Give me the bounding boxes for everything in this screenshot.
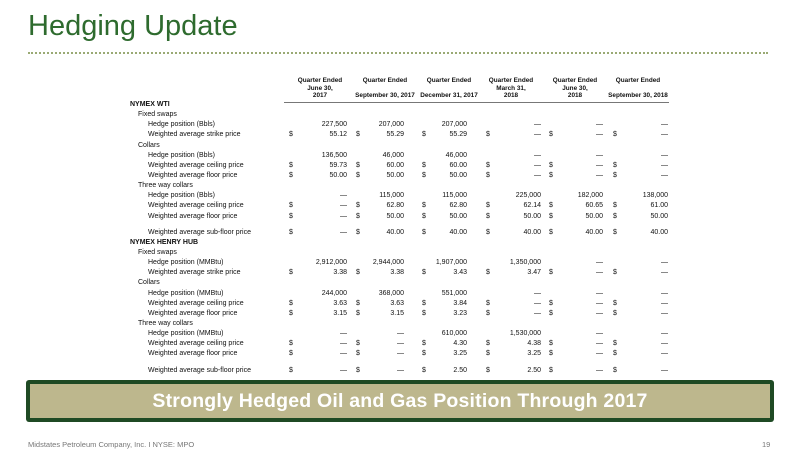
table-cell: 40.00	[585, 228, 603, 236]
table-row	[128, 258, 688, 268]
table-cell: —	[534, 289, 541, 297]
column-header-line: 2018	[567, 92, 583, 100]
slide-title: Hedging Update	[28, 10, 238, 42]
table-row	[128, 171, 688, 181]
dollar-sign: $	[356, 161, 360, 169]
dollar-sign: $	[613, 131, 617, 139]
dollar-sign: $	[486, 269, 490, 277]
row-label: Hedge position (Bbls)	[148, 192, 215, 200]
table-cell: 50.00	[650, 212, 668, 220]
table-cell: —	[340, 202, 347, 210]
table-cell: 368,000	[378, 289, 404, 297]
row-label: Hedge position (MMBtu)	[148, 330, 224, 338]
dollar-sign: $	[613, 299, 617, 307]
table-cell: —	[596, 259, 603, 267]
dollar-sign: $	[486, 171, 490, 179]
dollar-sign: $	[356, 171, 360, 179]
dollar-sign: $	[613, 212, 617, 220]
summary-banner	[26, 380, 774, 422]
table-cell: —	[340, 340, 347, 348]
row-label: Hedge position (Bbls)	[148, 121, 215, 129]
dollar-sign: $	[289, 269, 293, 277]
table-cell: 50.00	[329, 171, 347, 179]
table-cell: —	[534, 161, 541, 169]
table-cell: 138,000	[642, 192, 668, 200]
column-header-line: June 30,	[307, 84, 333, 92]
dollar-sign: $	[422, 212, 426, 220]
table-cell: —	[596, 330, 603, 338]
table-cell: —	[661, 131, 668, 139]
table-row	[128, 289, 688, 299]
dollar-sign: $	[486, 309, 490, 317]
dollar-sign: $	[356, 212, 360, 220]
table-cell: 50.00	[386, 171, 404, 179]
dollar-sign: $	[422, 366, 426, 374]
table-row	[128, 181, 688, 191]
column-header-line: June 30,	[562, 84, 588, 92]
table-row	[128, 329, 688, 339]
table-cell: —	[661, 259, 668, 267]
table-cell: 227,500	[321, 121, 347, 129]
dollar-sign: $	[356, 269, 360, 277]
dollar-sign: $	[289, 131, 293, 139]
table-cell: 225,000	[515, 192, 541, 200]
row-label: Weighted average strike price	[148, 131, 241, 139]
column-header-line: September 30, 2017	[355, 92, 415, 100]
dollar-sign: $	[486, 299, 490, 307]
table-row	[128, 238, 688, 248]
table-cell: —	[340, 212, 347, 220]
table-cell: 3.47	[527, 269, 541, 277]
row-label: Weighted average ceiling price	[148, 161, 244, 169]
table-cell: —	[596, 121, 603, 129]
column-header-line: Quarter Ended	[362, 77, 408, 84]
table-row	[128, 299, 688, 309]
dollar-sign: $	[356, 131, 360, 139]
table-cell: —	[397, 330, 404, 338]
dollar-sign: $	[422, 299, 426, 307]
table-cell: 50.00	[585, 212, 603, 220]
table-cell: —	[596, 171, 603, 179]
dollar-sign: $	[486, 212, 490, 220]
column-header-line: Quarter Ended	[488, 77, 534, 84]
dollar-sign: $	[289, 350, 293, 358]
table-cell: —	[534, 151, 541, 159]
dollar-sign: $	[549, 269, 553, 277]
row-label: Weighted average ceiling price	[148, 202, 244, 210]
table-cell: 1,530,000	[509, 330, 541, 338]
title-divider	[28, 52, 768, 54]
table-cell: 50.00	[449, 171, 467, 179]
table-row	[128, 309, 688, 319]
table-cell: 61.00	[650, 202, 668, 210]
dollar-sign: $	[356, 202, 360, 210]
table-row	[128, 151, 688, 161]
table-cell: 62.14	[523, 202, 541, 210]
row-label: Three way collars	[138, 319, 193, 327]
table-row	[128, 141, 688, 151]
table-cell: —	[534, 309, 541, 317]
page-number: 19	[762, 440, 771, 449]
table-cell: 55.29	[449, 131, 467, 139]
table-cell: 115,000	[442, 192, 467, 200]
dollar-sign: $	[613, 202, 617, 210]
dollar-sign: $	[549, 171, 553, 179]
dollar-sign: $	[356, 309, 360, 317]
table-cell: 1,907,000	[435, 259, 467, 267]
dollar-sign: $	[422, 161, 426, 169]
table-cell: 3.84	[453, 299, 467, 307]
table-row	[128, 366, 688, 376]
dollar-sign: $	[289, 366, 293, 374]
row-label: Weighted average strike price	[148, 269, 241, 277]
dollar-sign: $	[486, 228, 490, 236]
hedging-table	[128, 100, 688, 376]
dollar-sign: $	[486, 366, 490, 374]
dollar-sign: $	[422, 309, 426, 317]
table-cell: 50.00	[449, 212, 467, 220]
table-cell: —	[596, 340, 603, 348]
table-cell: 55.29	[386, 131, 404, 139]
table-cell: —	[397, 340, 404, 348]
dollar-sign: $	[289, 212, 293, 220]
table-row	[128, 349, 688, 359]
dollar-sign: $	[289, 228, 293, 236]
table-cell: 3.38	[333, 269, 347, 277]
table-cell: —	[596, 350, 603, 358]
table-cell: 2.50	[453, 366, 467, 374]
table-cell: 55.12	[329, 131, 347, 139]
table-cell: 244,000	[321, 289, 347, 297]
table-cell: —	[340, 228, 347, 236]
table-cell: —	[661, 121, 668, 129]
row-label: Weighted average floor price	[148, 171, 238, 179]
table-row	[128, 319, 688, 329]
table-cell: —	[534, 299, 541, 307]
row-label: Weighted average sub-floor price	[148, 366, 251, 374]
dollar-sign: $	[613, 340, 617, 348]
row-label: Hedge position (Bbls)	[148, 151, 215, 159]
table-cell: 4.38	[527, 340, 541, 348]
table-cell: —	[534, 121, 541, 129]
table-cell: —	[340, 366, 347, 374]
table-cell: —	[397, 366, 404, 374]
dollar-sign: $	[549, 228, 553, 236]
dollar-sign: $	[422, 171, 426, 179]
dollar-sign: $	[613, 350, 617, 358]
table-cell: —	[661, 309, 668, 317]
dollar-sign: $	[422, 269, 426, 277]
dollar-sign: $	[549, 202, 553, 210]
table-cell: —	[661, 350, 668, 358]
table-cell: —	[661, 299, 668, 307]
table-cell: —	[661, 161, 668, 169]
table-cell: 3.38	[390, 269, 404, 277]
table-cell: 2,912,000	[315, 259, 347, 267]
table-cell: 46,000	[445, 151, 467, 159]
table-cell: 50.00	[386, 212, 404, 220]
table-cell: 3.15	[333, 309, 347, 317]
dollar-sign: $	[422, 350, 426, 358]
dollar-sign: $	[422, 202, 426, 210]
summary-banner-text: Strongly Hedged Oil and Gas Position Through 2017	[152, 389, 648, 412]
table-cell: —	[596, 309, 603, 317]
table-cell: —	[661, 151, 668, 159]
row-label: Hedge position (MMBtu)	[148, 259, 224, 267]
row-label: NYMEX WTI	[130, 101, 170, 108]
table-row	[128, 278, 688, 288]
table-cell: —	[340, 192, 347, 200]
table-cell: 3.15	[390, 309, 404, 317]
table-row	[128, 339, 688, 349]
table-cell: 551,000	[441, 289, 467, 297]
dollar-sign: $	[289, 340, 293, 348]
dollar-sign: $	[422, 340, 426, 348]
dollar-sign: $	[486, 340, 490, 348]
column-header-line: Quarter Ended	[297, 77, 343, 84]
table-cell: 60.00	[449, 161, 467, 169]
dollar-sign: $	[289, 299, 293, 307]
table-cell: —	[397, 350, 404, 358]
dollar-sign: $	[356, 340, 360, 348]
row-label: Fixed swaps	[138, 111, 177, 119]
table-cell: 207,000	[441, 121, 467, 129]
row-label: Hedge position (MMBtu)	[148, 289, 224, 297]
table-cell: 60.00	[386, 161, 404, 169]
table-row	[128, 201, 688, 211]
column-header	[598, 77, 678, 100]
table-cell: 610,000	[441, 330, 467, 338]
dollar-sign: $	[549, 309, 553, 317]
table-cell: 3.63	[333, 299, 347, 307]
table-cell: 207,000	[378, 121, 404, 129]
dollar-sign: $	[549, 350, 553, 358]
table-row	[128, 212, 688, 222]
table-row	[128, 161, 688, 171]
table-row	[128, 110, 688, 120]
table-cell: 50.00	[523, 212, 541, 220]
table-row	[128, 100, 688, 110]
table-cell: 115,000	[379, 192, 404, 200]
footer-company: Midstates Petroleum Company, Inc. I NYSE: MPO	[28, 440, 195, 449]
dollar-sign: $	[613, 171, 617, 179]
table-row	[128, 268, 688, 278]
table-cell: 40.00	[650, 228, 668, 236]
table-cell: 3.25	[527, 350, 541, 358]
table-cell: 59.73	[329, 161, 347, 169]
table-row	[128, 120, 688, 130]
dollar-sign: $	[486, 350, 490, 358]
dollar-sign: $	[289, 171, 293, 179]
dollar-sign: $	[613, 309, 617, 317]
table-cell: 3.43	[453, 269, 467, 277]
dollar-sign: $	[486, 161, 490, 169]
column-header-line: Quarter Ended	[552, 77, 598, 84]
row-label: Weighted average floor price	[148, 309, 238, 317]
dollar-sign: $	[549, 340, 553, 348]
table-cell: —	[661, 269, 668, 277]
dollar-sign: $	[289, 202, 293, 210]
table-cell: —	[661, 171, 668, 179]
table-row	[128, 248, 688, 258]
dollar-sign: $	[549, 161, 553, 169]
dollar-sign: $	[422, 228, 426, 236]
table-cell: —	[534, 171, 541, 179]
table-cell: —	[596, 366, 603, 374]
row-label: Weighted average sub-floor price	[148, 228, 251, 236]
row-label: Weighted average ceiling price	[148, 299, 244, 307]
dollar-sign: $	[289, 309, 293, 317]
dollar-sign: $	[549, 366, 553, 374]
table-cell: —	[596, 299, 603, 307]
table-cell: —	[661, 340, 668, 348]
table-cell: 2.50	[527, 366, 541, 374]
table-cell: 136,500	[321, 151, 347, 159]
dollar-sign: $	[486, 202, 490, 210]
table-cell: 40.00	[386, 228, 404, 236]
table-cell: 3.63	[390, 299, 404, 307]
row-label: Weighted average ceiling price	[148, 340, 244, 348]
table-cell: 3.23	[453, 309, 467, 317]
table-row	[128, 130, 688, 140]
dollar-sign: $	[613, 161, 617, 169]
column-header-line: September 30, 2018	[608, 92, 668, 100]
table-row	[128, 228, 688, 238]
table-cell: 62.80	[386, 202, 404, 210]
column-header-line: 2017	[312, 92, 328, 100]
table-cell: —	[661, 289, 668, 297]
column-header-line	[598, 85, 678, 93]
dollar-sign: $	[422, 131, 426, 139]
table-cell: —	[534, 131, 541, 139]
dollar-sign: $	[356, 350, 360, 358]
dollar-sign: $	[613, 269, 617, 277]
table-cell: 182,000	[577, 192, 603, 200]
row-label: Weighted average floor price	[148, 350, 238, 358]
table-cell: 40.00	[449, 228, 467, 236]
table-cell: 2,944,000	[372, 259, 404, 267]
column-header-line: December 31, 2017	[420, 92, 478, 100]
dollar-sign: $	[613, 366, 617, 374]
table-cell: —	[340, 330, 347, 338]
table-cell: —	[596, 131, 603, 139]
column-header-line: March 31,	[496, 84, 526, 92]
table-cell: —	[661, 330, 668, 338]
row-label: Three way collars	[138, 182, 193, 190]
dollar-sign: $	[356, 366, 360, 374]
dollar-sign: $	[549, 131, 553, 139]
column-header-line: 2018	[503, 92, 519, 100]
column-header-line: Quarter Ended	[426, 77, 472, 84]
table-cell: —	[596, 161, 603, 169]
dollar-sign: $	[549, 212, 553, 220]
row-label: Weighted average floor price	[148, 212, 238, 220]
row-label: NYMEX HENRY HUB	[130, 238, 199, 246]
dollar-sign: $	[613, 228, 617, 236]
dollar-sign: $	[289, 161, 293, 169]
dollar-sign: $	[549, 299, 553, 307]
table-cell: 62.80	[449, 202, 467, 210]
row-label: Fixed swaps	[138, 248, 177, 256]
row-label: Collars	[138, 141, 160, 149]
table-cell: —	[661, 366, 668, 374]
table-cell: —	[340, 350, 347, 358]
table-cell: 60.65	[585, 202, 603, 210]
dollar-sign: $	[356, 228, 360, 236]
table-cell: —	[596, 289, 603, 297]
dollar-sign: $	[486, 131, 490, 139]
table-cell: 46,000	[382, 151, 404, 159]
dollar-sign: $	[356, 299, 360, 307]
column-header-line: Quarter Ended	[615, 77, 661, 84]
table-cell: 40.00	[523, 228, 541, 236]
table-cell: 1,350,000	[509, 259, 541, 267]
table-cell: 4.30	[453, 340, 467, 348]
row-label: Collars	[138, 279, 160, 287]
table-cell: 3.25	[453, 350, 467, 358]
table-row	[128, 191, 688, 201]
summary-banner-panel	[30, 384, 770, 418]
table-cell: —	[596, 151, 603, 159]
table-cell: —	[596, 269, 603, 277]
